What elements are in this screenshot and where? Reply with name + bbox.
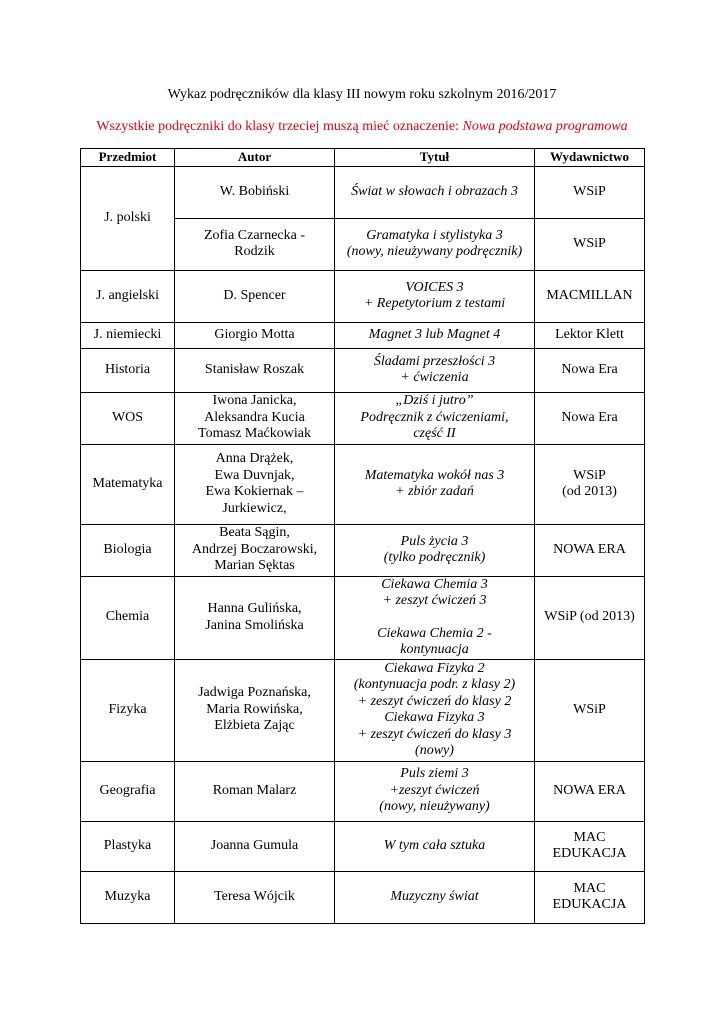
title-line: część II [413, 426, 456, 442]
author-cell [175, 444, 335, 524]
title-line: (kontynuacja podr. z klasy 2) [353, 677, 516, 692]
subject-cell: Chemia [81, 576, 175, 659]
publisher-cell [535, 871, 645, 923]
publisher-line: NOWA ERA [553, 782, 626, 798]
title-cell [335, 524, 535, 576]
title-line: (nowy) [415, 743, 454, 758]
header-author: Autor [175, 149, 335, 167]
table-body [81, 166, 645, 923]
author-cell [175, 761, 335, 821]
table-row [81, 270, 645, 322]
title-line: Magnet 3 lub Magnet 4 [368, 326, 501, 342]
author-cell [175, 218, 335, 270]
title-line: „Dziś i jutro” [395, 393, 474, 409]
title-line: Ciekawa Chemia 3 [381, 576, 488, 592]
requirement-text: Wszystkie podręczniki do klasy trzeciej muszą mieć oznaczenie: [96, 119, 463, 134]
author-line: Janina Smolińska [205, 617, 304, 633]
title-line: Matematyka wokół nas 3 [364, 467, 505, 483]
author-line: D. Spencer [223, 287, 286, 303]
header-subject: Przedmiot [81, 149, 175, 167]
table-row [81, 348, 645, 392]
title-line: + Repetytorium z testami [363, 296, 506, 311]
table-row [81, 392, 645, 444]
publisher-line: EDUKACJA [552, 846, 627, 861]
author-cell [175, 576, 335, 659]
subject-cell: J. polski [81, 166, 175, 270]
author-line: Beata Sągin, [219, 525, 290, 541]
subject-cell: Matematyka [81, 444, 175, 524]
table-row [81, 322, 645, 348]
header-title: Tytuł [335, 149, 535, 167]
title-line: VOICES 3 [405, 279, 464, 295]
title-line: +zeszyt ćwiczeń [389, 782, 480, 798]
author-cell [175, 524, 335, 576]
author-cell [175, 348, 335, 392]
author-line: W. Bobiński [219, 183, 290, 199]
author-line: Maria Rowińska, [206, 701, 303, 717]
publisher-line: Lektor Klett [555, 326, 624, 342]
title-line: (nowy, nieużywany podręcznik) [346, 244, 523, 259]
publisher-cell [535, 444, 645, 524]
author-line: Ewa Duvnjak, [214, 467, 295, 483]
title-line: + ćwiczenia [400, 370, 469, 385]
table-header-row [81, 149, 645, 167]
author-line: Stanisław Roszak [204, 361, 305, 377]
author-cell [175, 392, 335, 444]
subject-cell: Geografia [81, 761, 175, 821]
title-line: + zeszyt ćwiczeń do klasy 3 [357, 726, 512, 742]
table-row [81, 761, 645, 821]
header-publisher: Wydawnictwo [535, 149, 645, 167]
publisher-line: WSiP (od 2013) [544, 609, 635, 625]
publisher-line: MAC [573, 880, 606, 896]
table-row [81, 871, 645, 923]
publisher-cell [535, 270, 645, 322]
author-line: Hanna Gulińska, [207, 601, 302, 616]
author-line: Anna Drążek, [215, 451, 294, 466]
author-line: Rodzik [234, 244, 275, 259]
subject-cell: Muzyka [81, 871, 175, 923]
title-line: + zeszyt ćwiczeń 3 [382, 593, 487, 608]
title-line: + zbiór zadań [395, 484, 474, 499]
title-line: Śladami przeszłości 3 [373, 353, 496, 369]
author-line: Teresa Wójcik [214, 888, 295, 904]
publisher-line: MAC [573, 829, 606, 845]
publisher-cell [535, 659, 645, 761]
table-row [81, 166, 645, 218]
title-cell [335, 821, 535, 871]
title-cell [335, 166, 535, 218]
author-line: Jurkiewicz, [222, 500, 287, 516]
subject-cell: Historia [81, 348, 175, 392]
title-line: Puls życia 3 [400, 533, 469, 549]
table-row [81, 524, 645, 576]
publisher-line: MACMILLAN [546, 287, 633, 303]
author-line: Elżbieta Zając [214, 718, 295, 734]
title-cell [335, 871, 535, 923]
title-cell [335, 444, 535, 524]
title-cell [335, 218, 535, 270]
title-cell [335, 392, 535, 444]
publisher-cell [535, 218, 645, 270]
subject-cell: Fizyka [81, 659, 175, 761]
author-line: Jadwiga Poznańska, [198, 685, 311, 701]
title-cell [335, 270, 535, 322]
table-row [81, 576, 645, 659]
author-line: Marian Sęktas [214, 558, 295, 574]
requirement-emphasis: Nowa podstawa programowa [462, 119, 628, 134]
title-line: W tym cała sztuka [383, 837, 486, 853]
publisher-line: WSiP [573, 183, 606, 199]
title-line: Gramatyka i stylistyka 3 [366, 227, 503, 243]
publisher-line: Nowa Era [561, 361, 618, 377]
publisher-line: NOWA ERA [553, 541, 626, 557]
author-line: Joanna Gumula [210, 837, 299, 853]
subject-cell: J. angielski [81, 270, 175, 322]
author-cell [175, 322, 335, 348]
author-line: Zofia Czarnecka - [203, 227, 306, 243]
textbook-table [80, 148, 645, 924]
title-line: Ciekawa Fizyka 2 [384, 660, 485, 676]
author-cell [175, 270, 335, 322]
publisher-cell [535, 348, 645, 392]
publisher-line: EDUKACJA [552, 897, 627, 912]
title-line: (nowy, nieużywany) [379, 799, 490, 815]
title-line: (tylko podręcznik) [383, 550, 486, 565]
publisher-line: Nowa Era [561, 409, 618, 425]
subject-cell: WOS [81, 392, 175, 444]
author-line: Roman Malarz [212, 782, 297, 798]
title-line: Ciekawa Fizyka 3 [384, 710, 485, 725]
title-line: kontynuacja [400, 642, 469, 657]
publisher-cell [535, 821, 645, 871]
title-line: Muzyczny świat [390, 888, 479, 904]
blank-line [338, 610, 531, 626]
table-row [81, 659, 645, 761]
author-cell [175, 659, 335, 761]
author-line: Ewa Kokiernak – [205, 484, 304, 499]
publisher-line: (od 2013) [562, 484, 617, 499]
author-line: Tomasz Maćkowiak [198, 426, 311, 442]
publisher-cell [535, 322, 645, 348]
subject-cell: Plastyka [81, 821, 175, 871]
author-line: Andrzej Boczarowski, [191, 541, 318, 557]
publisher-cell [535, 576, 645, 659]
table-row [81, 821, 645, 871]
subject-cell: J. niemiecki [81, 322, 175, 348]
author-line: Giorgio Motta [214, 326, 295, 342]
title-cell [335, 348, 535, 392]
publisher-line: WSiP [573, 467, 606, 483]
author-line: Aleksandra Kucia [204, 409, 305, 425]
title-line: Świat w słowach i obrazach 3 [351, 183, 518, 199]
title-cell [335, 576, 535, 659]
publisher-cell [535, 524, 645, 576]
requirement-notice [0, 118, 724, 136]
title-line: + zeszyt ćwiczeń do klasy 2 [357, 693, 512, 709]
title-cell [335, 761, 535, 821]
publisher-line: WSiP [573, 235, 606, 251]
author-cell [175, 871, 335, 923]
page-title: Wykaz podręczników dla klasy III nowym roku szkolnym 2016/2017 [167, 87, 557, 102]
title-line: Podręcznik z ćwiczeniami, [360, 409, 509, 425]
title-cell [335, 659, 535, 761]
title-line: Puls ziemi 3 [400, 766, 469, 782]
subject-cell: Biologia [81, 524, 175, 576]
title-line: Ciekawa Chemia 2 - [377, 625, 492, 641]
title-cell [335, 322, 535, 348]
publisher-cell [535, 761, 645, 821]
table-row [81, 444, 645, 524]
author-cell [175, 166, 335, 218]
publisher-cell [535, 392, 645, 444]
author-line: Iwona Janicka, [212, 393, 297, 409]
publisher-line: WSiP [573, 701, 606, 717]
author-cell [175, 821, 335, 871]
publisher-cell [535, 166, 645, 218]
